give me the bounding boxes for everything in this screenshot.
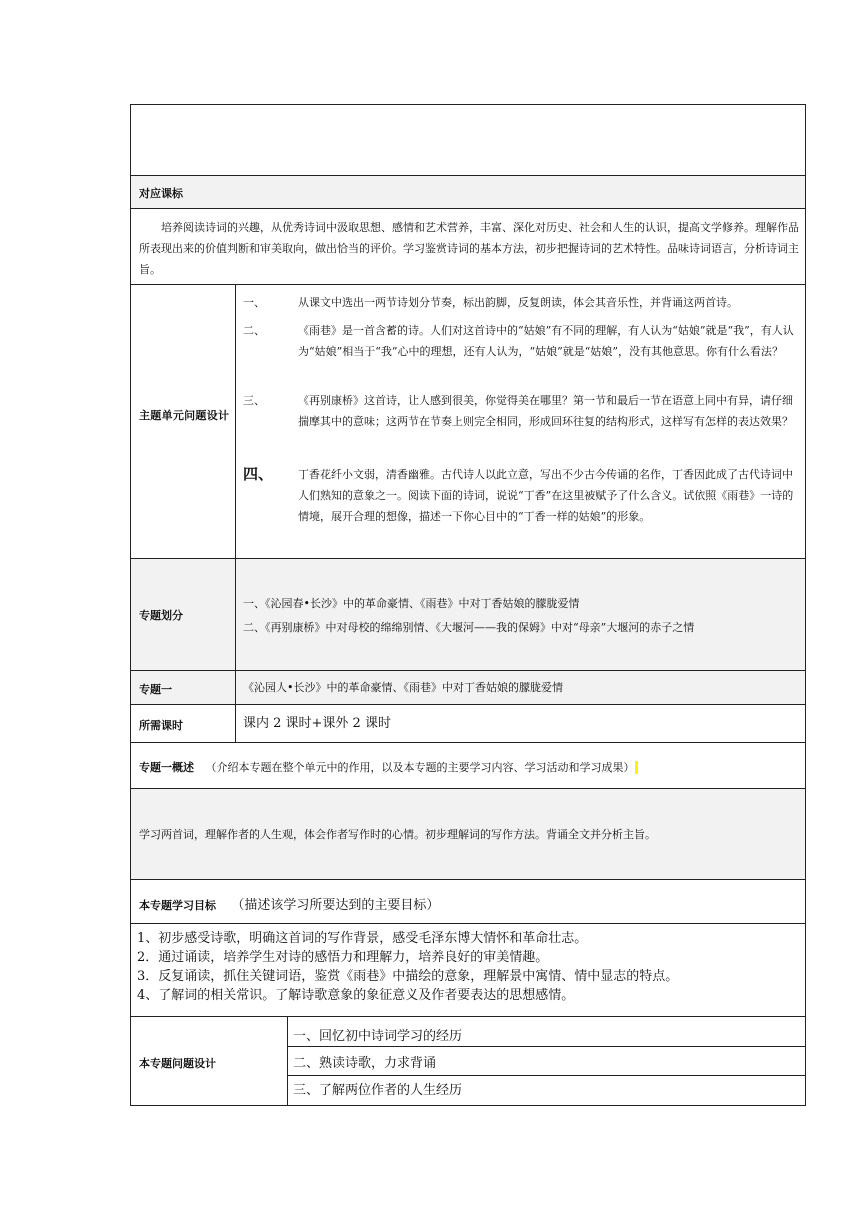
unit-question-number: 一、 bbox=[243, 296, 265, 309]
highlight-mark bbox=[635, 761, 639, 774]
overview-label-line bbox=[139, 759, 638, 775]
topic-questions-label: 本专题问题设计 bbox=[139, 1057, 216, 1070]
curriculum-text: 培养阅读诗词的兴趣，从优秀诗词中汲取思想、感情和艺术营养，丰富、深化对历史、社会和人生的认识，提高文学修养。理解作品所表现出来的价值判断和审美取向，做出恰当的评价。学习鉴赏诗词的基本方法，初步把握诗词的艺术特性。品味诗词语言，分析诗词主旨。 bbox=[139, 221, 799, 276]
goals-label-row bbox=[130, 879, 806, 923]
goal-item: 2．通过诵读，培养学生对诗的感悟力和理解力，培养良好的审美情趣。 bbox=[137, 950, 549, 965]
topic-one-row bbox=[130, 670, 806, 704]
topic-item: 一、《沁园春•长沙》中的革命豪情、《雨巷》中对丁香姑娘的朦胧爱情 bbox=[243, 597, 580, 610]
unit-questions-label: 主题单元问题设计 bbox=[139, 409, 229, 422]
curriculum-text-row bbox=[130, 208, 806, 284]
overview-label-row bbox=[130, 742, 806, 788]
topics-list bbox=[243, 593, 803, 638]
curriculum-label-row bbox=[130, 175, 806, 208]
unit-questions-list bbox=[235, 285, 807, 559]
goals-list-row bbox=[130, 923, 806, 1016]
unit-question-text: 丁香花纤小文弱，清香幽雅。古代诗人以此立意，写出不少古今传诵的名作，丁香因此成了古代诗词中人们熟知的意象之一。阅读下面的诗词，说说“丁香”在这里被赋予了什么含义。试依照《雨巷》一诗的情境，展开合理的想像，描述一下你心目中的“丁香一样的姑娘”的形象。 bbox=[298, 468, 794, 523]
goals-label: 本专题学习目标 bbox=[139, 899, 216, 912]
unit-question-3 bbox=[243, 390, 803, 432]
topic-questions-row bbox=[130, 1016, 806, 1106]
unit-question-4 bbox=[243, 464, 803, 527]
unit-question-text: 《再别康桥》这首诗，让人感到很美，你觉得美在哪里？第一节和最后一节在语意上同中有异，请仔细揣摩其中的意味；这两节在节奏上则完全相同，形成回环往复的结构形式，这样写有怎样的表达效果？ bbox=[298, 394, 793, 428]
goals-label-line bbox=[139, 894, 439, 913]
unit-question-number: 三、 bbox=[243, 394, 265, 407]
topic-item: 二、《再别康桥》中对母校的绵绵别情、《大堰河——我的保姆》中对“母亲”大堰河的赤子之情 bbox=[243, 621, 695, 634]
overview-text-row bbox=[130, 788, 806, 879]
unit-question-text: 从课文中选出一两节诗划分节奏，标出韵脚，反复朗读，体会其音乐性，并背诵这两首诗。 bbox=[298, 296, 738, 309]
unit-question-number: 四、 bbox=[243, 465, 274, 483]
overview-label: 专题一概述 bbox=[139, 761, 194, 774]
goals-hint: （描述该学习所要达到的主要目标） bbox=[231, 898, 440, 913]
unit-question-number: 二、 bbox=[243, 324, 265, 337]
blank-header-row bbox=[130, 104, 806, 175]
unit-question-2 bbox=[243, 320, 803, 362]
topic-question-item: 二、熟读诗歌，力求背诵 bbox=[293, 1056, 437, 1071]
topics-label: 专题划分 bbox=[139, 609, 183, 622]
topic-question-item: 一、回忆初中诗词学习的经历 bbox=[293, 1029, 463, 1044]
goal-item: 1、初步感受诗歌，明确这首词的写作背景，感受毛泽东博大情怀和革命壮志。 bbox=[137, 931, 588, 946]
hours-label: 所需课时 bbox=[139, 719, 183, 732]
goal-item: 3．反复诵读，抓住关键词语，鉴赏《雨巷》中描绘的意象，理解景中寓情、情中显志的特点。 bbox=[137, 969, 679, 984]
topic-questions-list bbox=[293, 1023, 798, 1104]
overview-hint: （介绍本专题在整个单元中的作用，以及本专题的主要学习内容、学习活动和学习成果） bbox=[205, 761, 635, 774]
goals-list bbox=[137, 929, 801, 1005]
topic-question-item: 三、了解两位作者的人生经历 bbox=[293, 1083, 463, 1098]
topics-row bbox=[130, 558, 806, 670]
unit-questions-row bbox=[130, 284, 806, 558]
hours-row bbox=[130, 704, 806, 742]
hours-text: 课内 2 课时+课外 2 课时 bbox=[243, 716, 391, 731]
unit-question-1 bbox=[243, 292, 803, 313]
goal-item: 4、了解词的相关常识。了解诗歌意象的象征意义及作者要表达的思想感情。 bbox=[137, 988, 575, 1003]
unit-question-text: 《雨巷》是一首含蓄的诗。人们对这首诗中的“姑娘”有不同的理解，有人认为“姑娘”就是“我”，有人认为“姑娘”相当于“我”心中的理想，还有人认为，“姑娘”就是“姑娘”，没有其他意思。你有什么看法？ bbox=[298, 324, 794, 358]
overview-text: 学习两首词，理解作者的人生观，体会作者写作时的心情。初步理解词的写作方法。背诵全文并分析主旨。 bbox=[139, 828, 656, 841]
curriculum-label: 对应课标 bbox=[139, 187, 183, 200]
topic-one-label: 专题一 bbox=[139, 683, 172, 696]
topic-one-text: 《沁园人•长沙》中的革命豪情、《雨巷》中对丁香姑娘的朦胧爱情 bbox=[243, 681, 563, 694]
